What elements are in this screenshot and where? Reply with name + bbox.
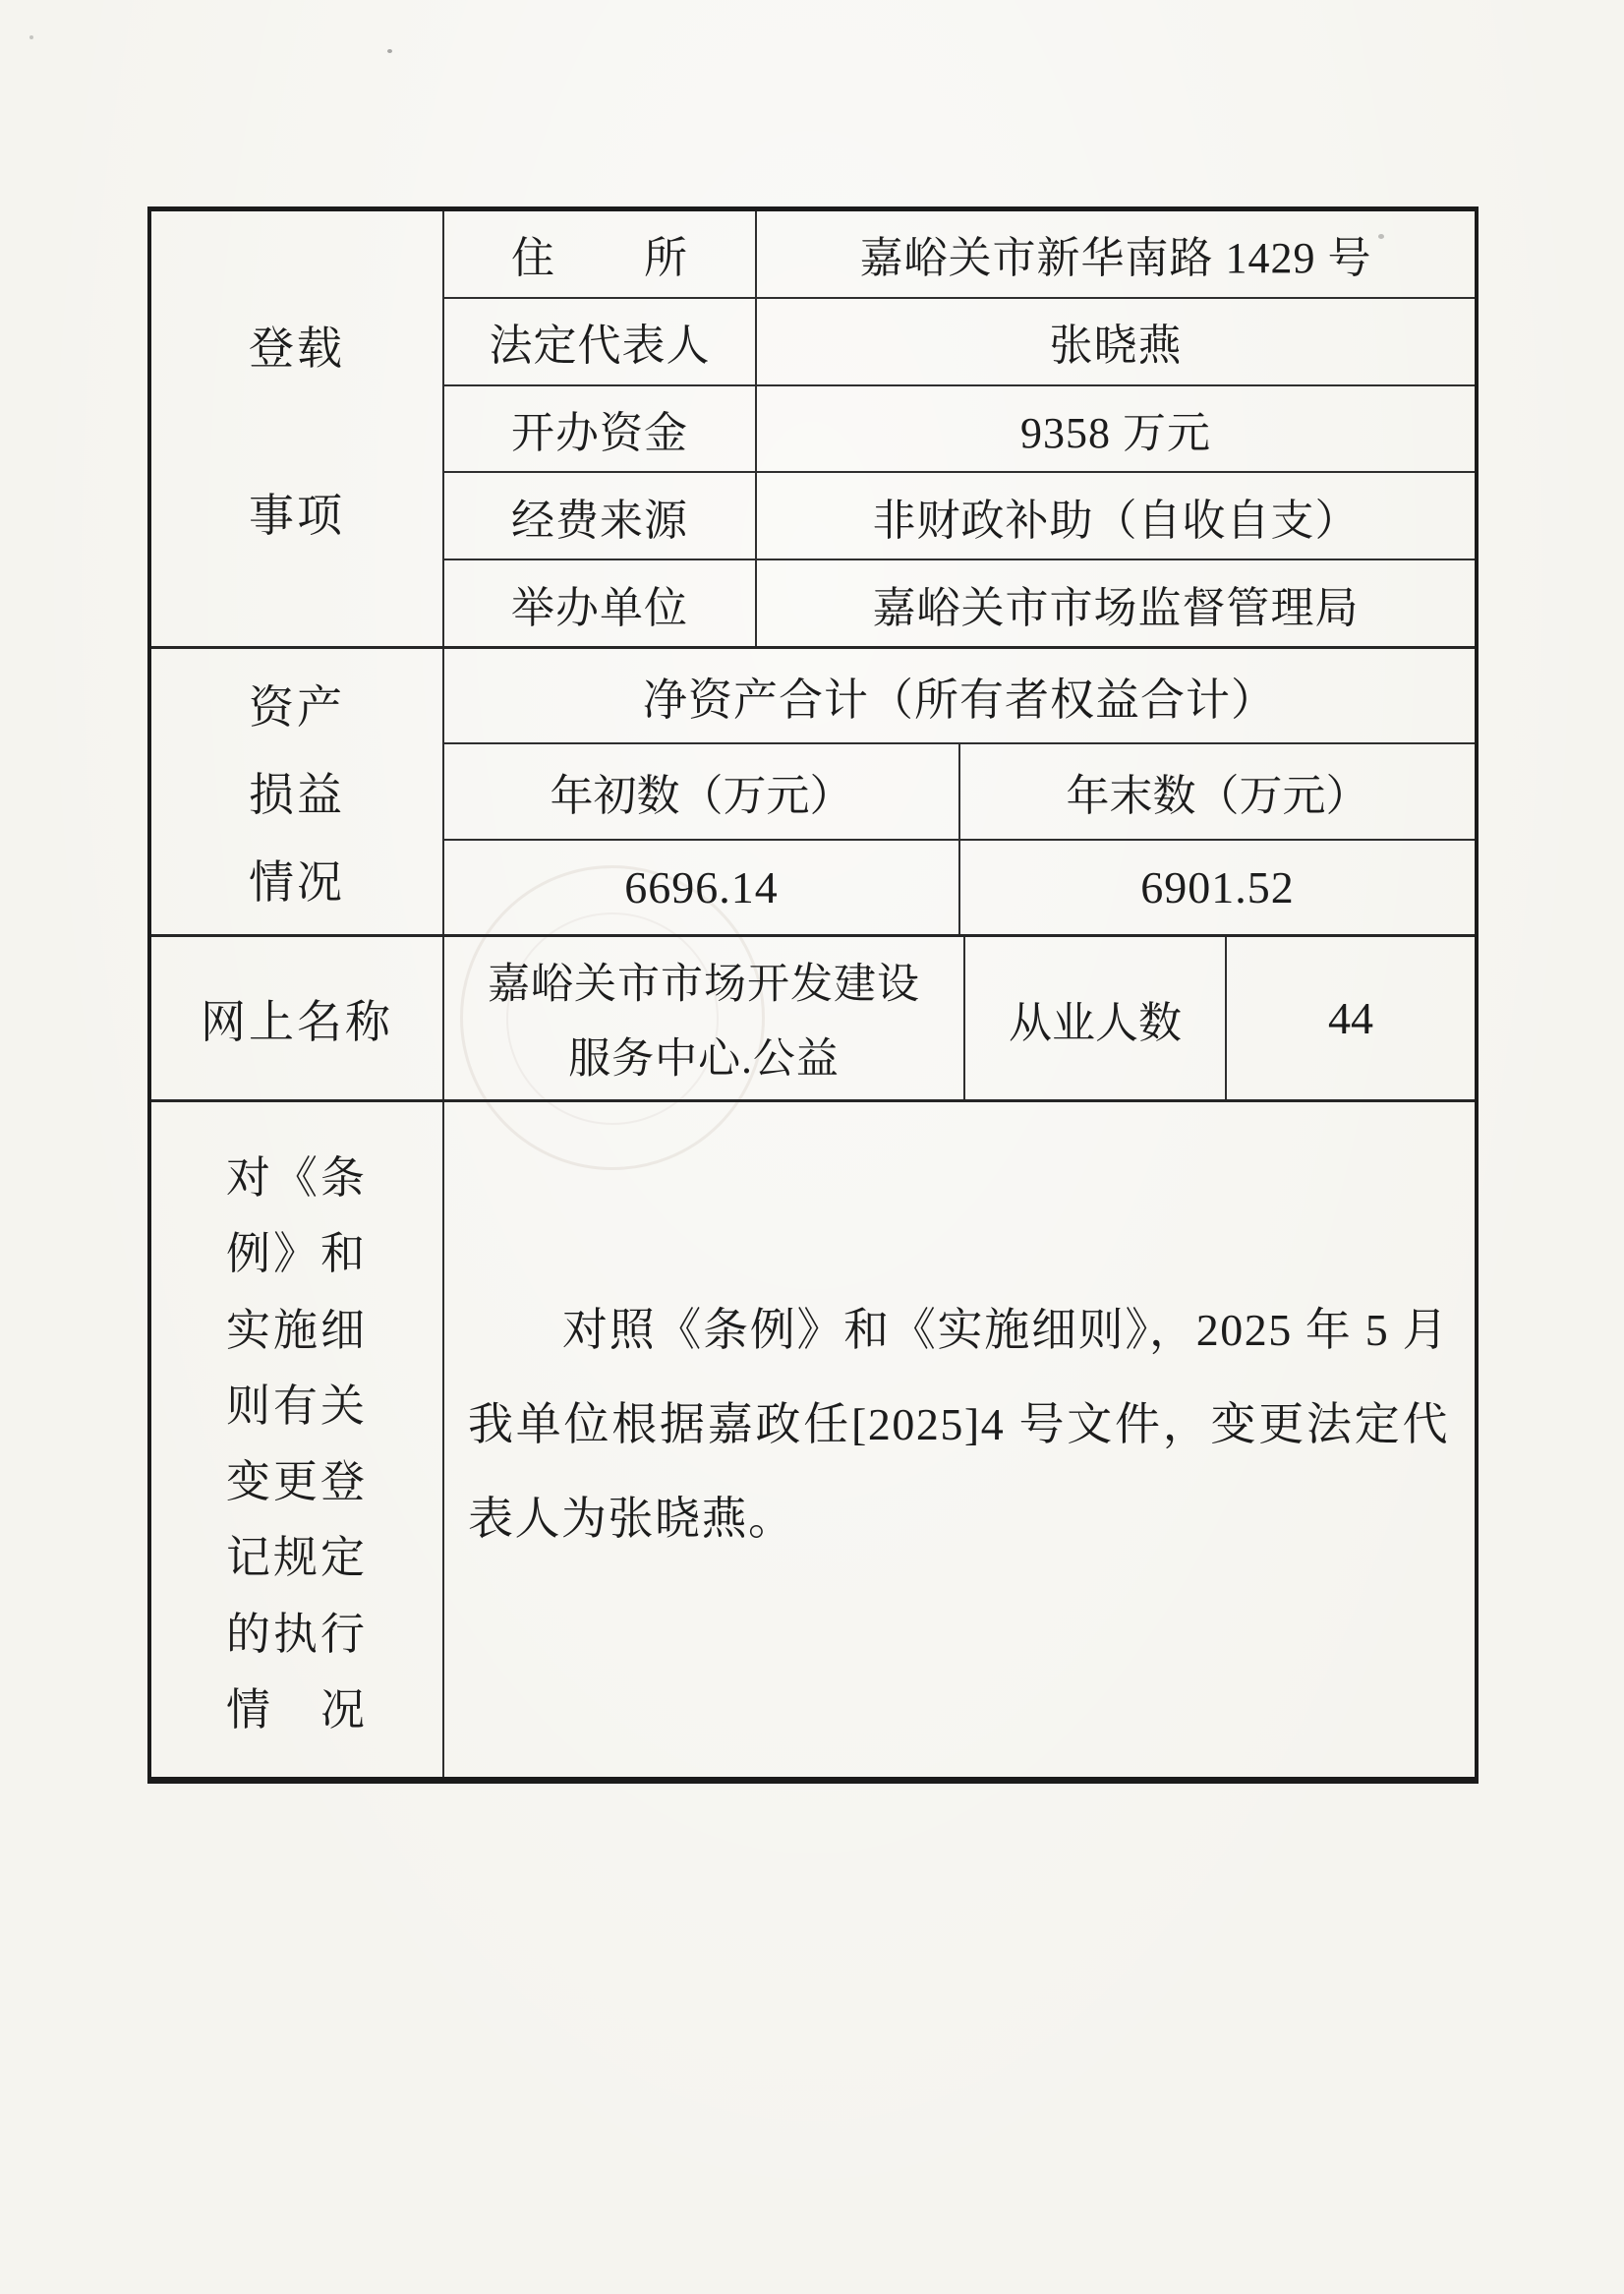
section-registration-items [151, 211, 1475, 649]
table-row-funding-source [444, 473, 1475, 560]
attr-value-address: 嘉峪关市新华南路 1429 号 [859, 234, 1372, 283]
row-group-label-line: 变更登 [225, 1457, 368, 1507]
row-group-label-line: 情 况 [225, 1684, 368, 1735]
row-group-label-line: 例》和 [225, 1229, 368, 1279]
compliance-statement: 对照《条例》和《实施细则》，2025 年 5 月我单位根据嘉政任[2025]4 号文件，变更法定代表人为张晓燕。 [468, 1305, 1449, 1544]
row-group-label-line: 对《条 [225, 1153, 368, 1204]
scan-speck [29, 35, 33, 39]
attr-value-legal-representative: 张晓燕 [1049, 322, 1183, 371]
row-group-label-line: 资产 [249, 682, 345, 733]
table-row-sponsor-unit [444, 560, 1475, 646]
section-compliance [151, 1102, 1475, 1777]
row-group-label-line: 损益 [249, 770, 345, 820]
attr-label-funding-source: 经费来源 [444, 473, 757, 559]
section-online-name [151, 937, 1475, 1102]
attr-label-founding-capital: 开办资金 [444, 386, 757, 472]
online-name-row [444, 937, 1475, 1099]
attr-label-legal-representative: 法定代表人 [444, 299, 757, 384]
row-group-label-line: 登载 [249, 324, 345, 375]
assets-values-row [444, 841, 1475, 934]
attr-value-sponsor-unit: 嘉峪关市市场监督管理局 [872, 583, 1360, 632]
value-year-end: 6901.52 [1140, 861, 1295, 912]
row-group-label-line: 实施细 [225, 1305, 368, 1355]
row-label-online-name: 网上名称 [151, 937, 444, 1099]
assets-header-row [444, 744, 1475, 840]
staff-count-value: 44 [1328, 993, 1373, 1043]
row-group-label-line: 情况 [249, 857, 345, 908]
attr-label-sponsor-unit: 举办单位 [444, 560, 757, 646]
table-row-founding-capital [444, 386, 1475, 474]
row-group-label-compliance [151, 1102, 444, 1777]
attr-label-address: 住 所 [444, 211, 757, 297]
row-group-label-line: 记规定 [225, 1533, 368, 1583]
row-group-label-registration [151, 211, 444, 646]
row-group-label-line: 的执行 [225, 1609, 368, 1659]
table-row-address [444, 211, 1475, 299]
online-name-line: 服务中心.公益 [568, 1035, 840, 1083]
table-row-legal-representative [444, 299, 1475, 386]
column-header-year-start: 年初数（万元） [444, 744, 960, 838]
row-group-label-assets [151, 649, 444, 934]
assets-rows [444, 649, 1475, 934]
attr-value-founding-capital: 9358 万元 [1020, 408, 1211, 457]
value-year-start: 6696.14 [444, 841, 960, 934]
row-group-label-line: 事项 [249, 490, 345, 541]
online-name-line: 嘉峪关市市场开发建设 [488, 962, 920, 1009]
row-group-label-line: 则有关 [225, 1381, 368, 1431]
online-name-value [444, 937, 965, 1099]
staff-count-label: 从业人数 [965, 937, 1227, 1099]
registration-rows [444, 211, 1475, 646]
compliance-statement-cell [444, 1102, 1475, 1777]
attr-value-funding-source: 非财政补助（自收自支） [872, 496, 1360, 545]
scan-speck [387, 49, 392, 53]
column-header-year-end: 年末数（万元） [1066, 771, 1369, 820]
net-assets-total-label: 净资产合计（所有者权益合计） [444, 649, 1475, 744]
section-assets [151, 649, 1475, 937]
annual-report-table [147, 206, 1479, 1784]
